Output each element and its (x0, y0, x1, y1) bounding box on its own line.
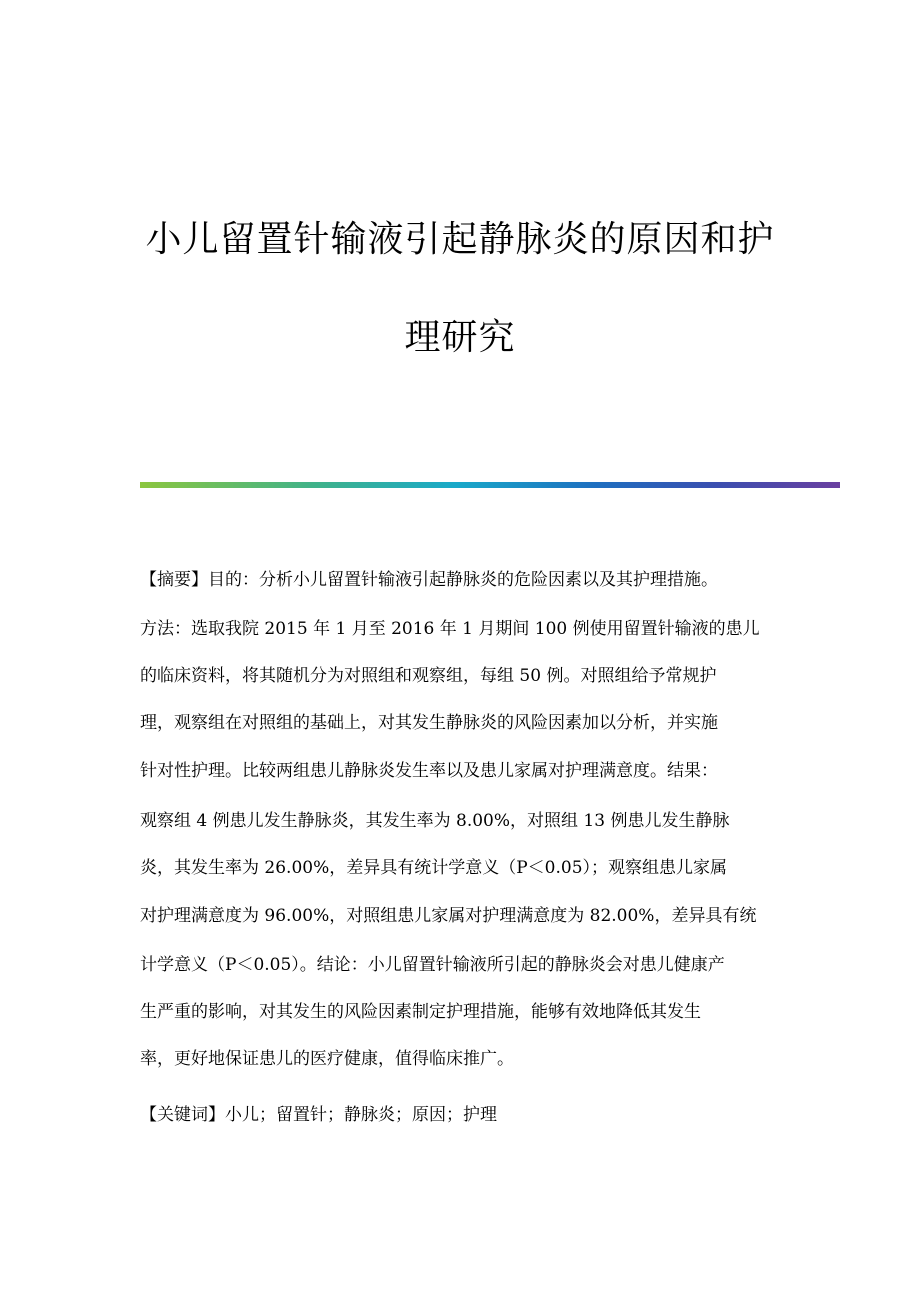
abstract-line: 方法：选取我院 2015 年 1 月至 2016 年 1 月期间 100 例使用留置针输液的患儿 (140, 619, 760, 639)
abstract-line: 率，更好地保证患儿的医疗健康，值得临床推广。 (140, 1049, 514, 1069)
abstract-line: 对护理满意度为 96.00%，对照组患儿家属对护理满意度为 82.00%，差异具有统 (140, 906, 757, 926)
abstract-line: 观察组 4 例患儿发生静脉炎，其发生率为 8.00%，对照组 13 例患儿发生静脉 (140, 811, 730, 831)
abstract-line: 针对性护理。比较两组患儿静脉炎发生率以及患儿家属对护理满意度。结果： (140, 761, 718, 781)
abstract-line: 【摘要】目的：分析小儿留置针输液引起静脉炎的危险因素以及其护理措施。 (140, 570, 718, 590)
abstract-line: 炎，其发生率为 26.00%，差异具有统计学意义（P＜0.05）；观察组患儿家属 (140, 858, 728, 878)
abstract-line: 计学意义（P＜0.05）。结论：小儿留置针输液所引起的静脉炎会对患儿健康产 (140, 955, 725, 975)
abstract-line: 的临床资料，将其随机分为对照组和观察组，每组 50 例。对照组给予常规护 (140, 666, 717, 686)
page-title-line-1: 小儿留置针输液引起静脉炎的原因和护 (145, 219, 775, 260)
abstract-line: 生严重的影响，对其发生的风险因素制定护理措施，能够有效地降低其发生 (140, 1002, 701, 1022)
gradient-divider (140, 482, 840, 488)
keywords-line: 【关键词】小儿；留置针；静脉炎；原因；护理 (140, 1105, 497, 1125)
abstract-line: 理，观察组在对照组的基础上，对其发生静脉炎的风险因素加以分析，并实施 (140, 713, 718, 733)
page-title-line-2: 理研究 (404, 317, 516, 358)
